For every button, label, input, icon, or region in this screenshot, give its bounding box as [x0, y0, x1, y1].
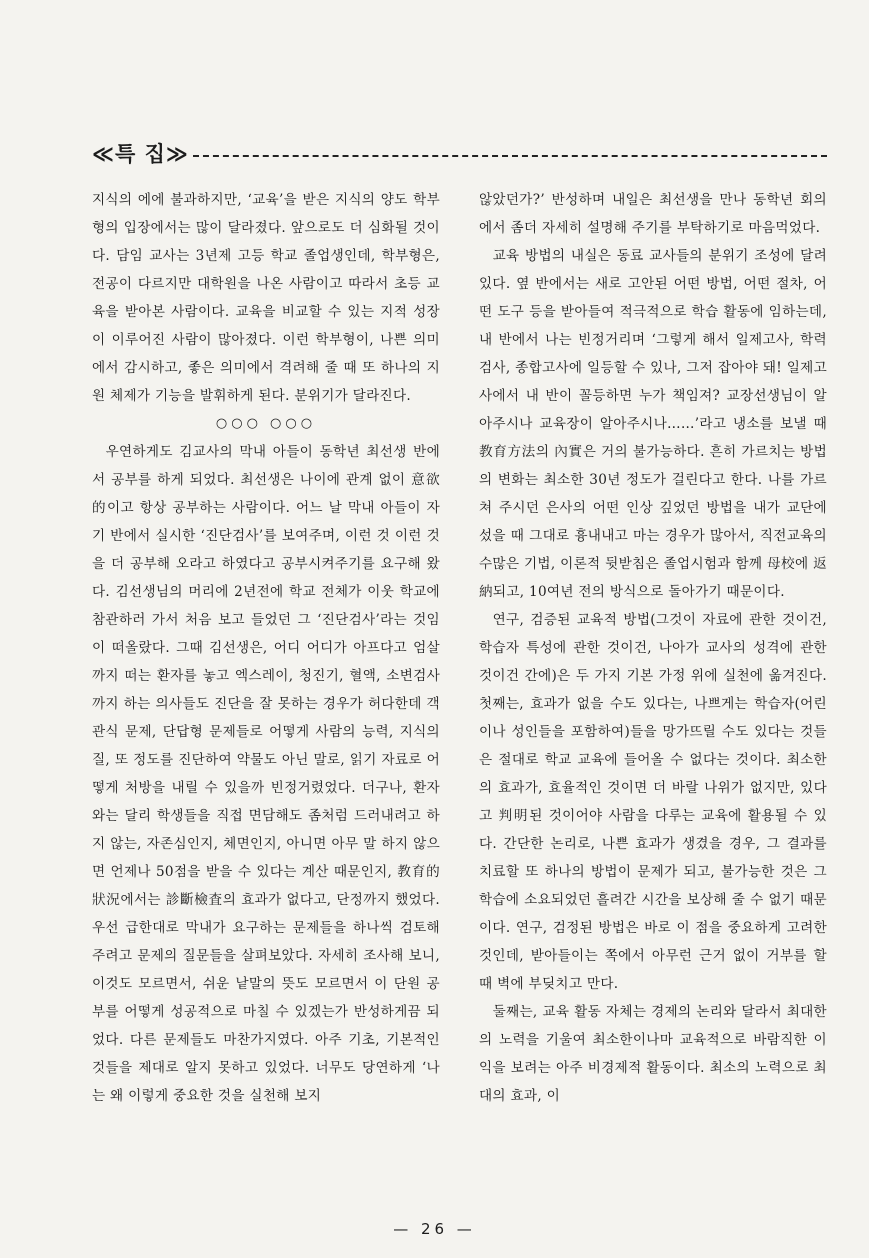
right-paragraph-2: 교육 방법의 내실은 동료 교사들의 분위기 조성에 달려 있다. 옆 반에서는 새로 고안된 어떤 방법, 어떤 절차, 어떤 도구 등을 받아들여 적극적으로 학습 활동에 임하는데, 내 반에서 나는 빈정거리며 ‘그렇게 해서 일제고사, 학력검사, 종합고사에 일등할 수 있나, 그저 잡아야 돼! 일제고사에서 내 반이 꼴등하면 누가 책임져? 교장선생님이 알아주시나 교육장이 알아주시나……’라고 냉소를 보낼 때 教育方法의 內實은 거의 불가능하다. 흔히 가르치는 방법의 변화는 최소한 30년 정도가 걸린다고 한다. 나를 가르쳐 주시던 은사의 어떤 인상 깊었던 방법을 내가 교단에 섰을 때 그대로 흉내내고 마는 경우가 많아서, 직전교육의 수많은 기법, 이론적 뒷받침은 졸업시험과 함께 母校에 返納되고, 10여년 전의 방식으로 돌아가기 때문이다.	[479, 248, 827, 600]
right-paragraph-3: 연구, 검증된 교육적 방법(그것이 자료에 관한 것이건, 학습자 특성에 관한 것이건, 나아가 교사의 성격에 관한 것이건 간에)은 두 가지 기본 가정 위에 실천에 옮겨진다. 첫째는, 효과가 없을 수도 있다는, 나쁘게는 학습자(어린이나 성인들을 포함하여)들을 망가뜨릴 수도 있다는 것들은 절대로 학교 교육에 들어올 수 없다는 것이다. 최소한의 효과가, 효율적인 것이면 더 바랄 나위가 없지만, 있다고 判明된 것이어야 사람을 다루는 교육에 활용될 수 있다. 간단한 논리로, 나쁜 효과가 생겼을 경우, 그 결과를 치료할 또 하나의 방법이 문제가 되고, 불가능한 것은 그 학습에 소요되었던 흘려간 시간을 보상해 줄 수 없기 때문이다. 연구, 검정된 방법은 바로 이 점을 중요하게 고려한 것인데, 받아들이는 쪽에서 아무런 근거 없이 거부를 할 때 벽에 부딪치고 만다.	[479, 612, 827, 992]
left-column	[92, 186, 440, 1110]
page-number: — 26 —	[393, 1220, 476, 1238]
section-title: ≪특 집≫	[92, 142, 189, 166]
right-paragraph-4: 둘째는, 교육 활동 자체는 경제의 논리와 달라서 최대한의 노력을 기울여 최소한이나마 교육적으로 바람직한 이익을 보려는 아주 비경제적 활동이다. 최소의 노력으로 최대의 효과, 이	[479, 1004, 827, 1104]
right-paragraph-1: 않았던가?’ 반성하며 내일은 최선생을 만나 동학년 회의에서 좀더 자세히 설명해 주기를 부탁하기로 마음먹었다.	[479, 192, 827, 236]
left-paragraph-1: 지식의 에에 불과하지만, ‘교육’을 받은 지식의 양도 학부형의 입장에서는 많이 달라졌다. 앞으로도 더 심화될 것이다. 담임 교사는 3년제 고등 학교 졸업생인데, 학부형은, 전공이 다르지만 대학원을 나온 사람이고 따라서 초등 교육을 받아본 사람이다. 교육을 비교할 수 있는 지적 성장이 이루어진 사람이 많아졌다. 이런 학부형이, 나쁜 의미에서 감시하고, 좋은 의미에서 격려해 줄 때 또 하나의 지원 체제가 기능을 발휘하게 된다. 분위기가 달라진다.	[92, 192, 440, 404]
section-separator: ○○○ ○○○	[215, 416, 317, 431]
section-header	[92, 138, 827, 168]
right-column	[479, 186, 827, 1110]
left-paragraph-2: 우연하게도 김교사의 막내 아들이 동학년 최선생 반에서 공부를 하게 되었다. 최선생은 나이에 관계 없이 意欲的이고 항상 공부하는 사람이다. 어느 날 막내 아들이 자기 반에서 실시한 ‘진단검사’를 보여주며, 이런 것 이런 것을 더 공부해 오라고 하였다고 공부시켜주기를 요구해 왔다. 김선생님의 머리에 2년전에 학교 전체가 이웃 학교에 참관하러 가서 처음 보고 들었던 그 ‘진단검사’라는 것임이 떠올랐다. 그때 김선생은, 어디 어디가 아프다고 엄살까지 떠는 환자를 놓고 엑스레이, 청진기, 혈액, 소변검사까지 하는 의사들도 진단을 잘 못하는 경우가 허다한데 객관식 문제, 단답형 문제들로 어떻게 사람의 능력, 지식의 질, 또 정도를 진단하여 약물도 아닌 말로, 읽기 자료로 어떻게 처방을 내릴 수 있을까 빈정거렸었다. 더구나, 환자와는 달리 학생들을 직접 면담해도 좀처럼 드러내려고 하지 않는, 자존심인지, 체면인지, 아니면 아무 말 하지 않으면 언제나 50점을 받을 수 있다는 계산 때문인지, 教育的 狀況에서는 診斷檢査의 효과가 없다고, 단정까지 했었다. 우선 급한대로 막내가 요구하는 문제들을 하나씩 검토해 주려고 문제의 질문들을 살펴보았다. 자세히 조사해 보니, 이것도 모르면서, 쉬운 낱말의 뜻도 모르면서 이 단원 공부를 어떻게 성공적으로 마칠 수 있겠는가 반성하게끔 되었다. 다른 문제들도 마찬가지였다. 아주 기초, 기본적인 것들을 제대로 알지 못하고 있었다. 너무도 당연하게 ‘나는 왜 이렇게 중요한 것을 실천해 보지	[92, 444, 440, 1104]
header-dashed-rule	[193, 155, 827, 157]
